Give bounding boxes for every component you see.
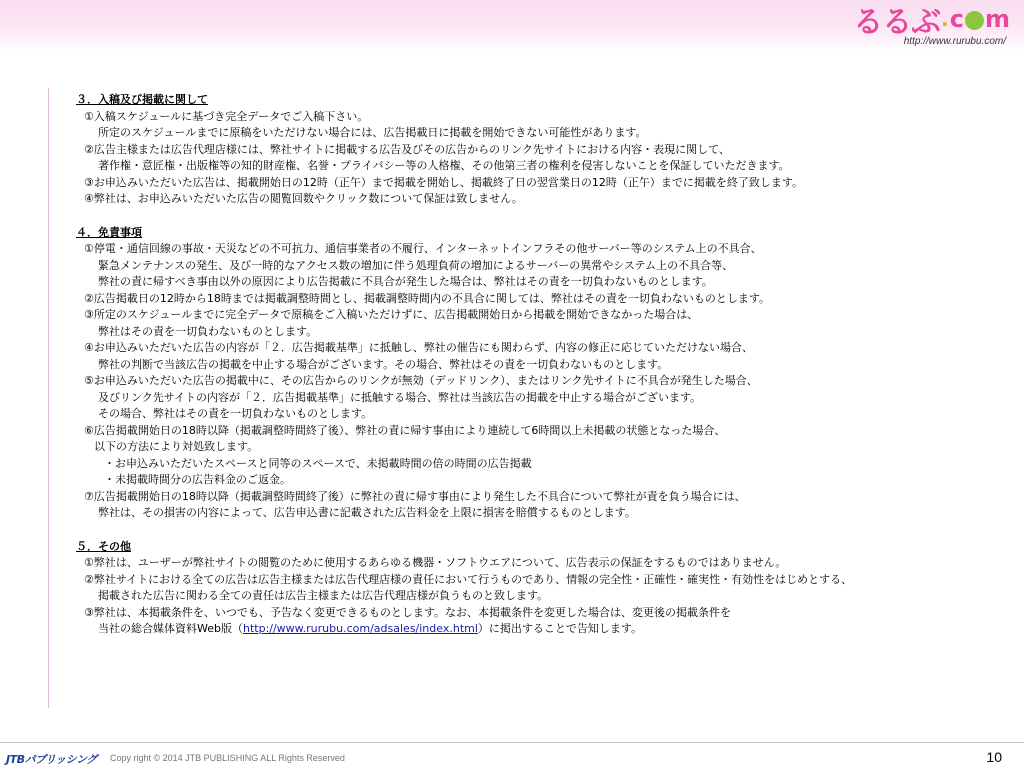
text-line: ③お申込みいただいた広告は、掲載開始日の12時（正午）まで掲載を開始し、掲載終了日の翌営業日の12時（正午）までに掲載を終了致します。: [84, 175, 803, 189]
copyright-text: Copy right © 2014 JTB PUBLISHING ALL Rights Reserved: [110, 753, 345, 763]
text-line-with-link: [76, 621, 976, 638]
text-line: ②広告掲載日の12時から18時までは掲載調整時間とし、掲載調整時間内の不具合に関しては、弊社はその責を一切負わないものとします。: [84, 291, 770, 305]
logo-dot: .: [941, 7, 949, 31]
text-line: ④弊社は、お申込みいただいた広告の閲覧回数やクリック数について保証は致しません。: [84, 192, 523, 205]
text-line: ⑥広告掲載開始日の18時以降（掲載調整時間終了後）、弊社の責に帰す事由により連続して6時間以上未掲載の状態となった場合、: [84, 423, 726, 437]
text-line: 著作権・意匠権・出版権等の知的財産権、名誉・プライバシー等の人格権、その他第三者の権利を侵害しないことを保証していただきます。: [98, 159, 790, 172]
text-line: ④お申込みいただいた広告の内容が「２．広告掲載基準」に抵触し、弊社の催告にも関わらず、内容の修正に応じていただけない場合、: [84, 341, 753, 354]
text-line: ③所定のスケジュールまでに完全データで原稿をご入稿いただけずに、広告掲載開始日から掲載を開始できなかった場合は、: [84, 308, 699, 321]
text-line: ②広告主様または広告代理店様には、弊社サイトに掲載する広告及びその広告からのリンク先サイトにおける内容・表現に関して、: [84, 142, 730, 156]
text-line: ①停電・通信回線の事故・天災などの不可抗力、通信事業者の不履行、インターネットインフラその他サーバー等のシステム上の不具合、: [84, 242, 762, 255]
spacer: [76, 522, 976, 539]
logo-com: [950, 5, 1010, 33]
text-line: ①入稿スケジュールに基づき完全データでご入稿下さい。: [84, 109, 369, 123]
text-line: ①弊社は、ユーザーが弊社サイトの閲覧のために使用するあらゆる機器・ソフトウエアについて、広告表示の保証をするものではありません。: [84, 556, 787, 569]
section-title-other: ５．その他: [76, 539, 131, 553]
logo-letter-m: m: [984, 5, 1010, 33]
section-title-submission: ３．入稿及び掲載に関して: [76, 93, 208, 106]
text-line: 緊急メンテナンスの発生、及び一時的なアクセス数の増加に伴う処理負荷の増加によるサーバーの異常やシステム上の不具合等、: [98, 258, 734, 272]
site-url: http://www.rurubu.com/: [903, 36, 1006, 47]
section-title-disclaimer: ４．免責事項: [76, 225, 142, 239]
text-line: 以下の方法により対処致します。: [94, 440, 259, 453]
text-line: 弊社はその責を一切負わないものとします。: [98, 324, 318, 338]
spacer: [76, 208, 976, 225]
text-line: 及びリンク先サイトの内容が「２．広告掲載基準」に抵触する場合、弊社は当該広告の掲載を中止する場合がございます。: [98, 390, 702, 404]
text-line: 所定のスケジュールまでに原稿をいただけない場合には、広告掲載日に掲載を開始できない可能性があります。: [98, 126, 647, 139]
text-line: ・未掲載時間分の広告料金のご返金。: [104, 473, 291, 486]
text-line: 弊社の責に帰すべき事由以外の原因により広告掲載に不具合が発生した場合は、弊社はその責を一切負わないものとします。: [98, 275, 713, 288]
text-line: ③弊社は、本掲載条件を、いつでも、予告なく変更できるものとします。なお、本掲載条件を変更した場合は、変更後の掲載条件を: [84, 605, 731, 619]
rurubu-logo[interactable]: [853, 2, 1010, 40]
text-line: その場合、弊社はその責を一切負わないものとします。: [98, 407, 373, 420]
logo-wordmark: るるぶ: [853, 5, 941, 40]
logo-o-icon: [965, 11, 984, 30]
jtb-publishing-logo: JTBパブリッシング: [6, 753, 97, 766]
text-line: 掲載された広告に関わる全ての責任は広告主様または広告代理店様が負うものと致します。: [98, 589, 549, 602]
text-line: ・お申込みいただいたスペースと同等のスペースで、未掲載時間の倍の時間の広告掲載: [104, 456, 532, 470]
adsales-link[interactable]: http://www.rurubu.com/adsales/index.html: [242, 622, 478, 635]
link-prefix: 当社の総合媒体資料Web版（: [98, 622, 243, 635]
text-line: ⑤お申込みいただいた広告の掲載中に、その広告からのリンクが無効（デッドリンク）、またはリンク先サイトに不具合が発生した場合、: [84, 374, 758, 387]
text-line: ②弊社サイトにおける全ての広告は広告主様または広告代理店様の責任において行うものであり、情報の完全性・正確性・確実性・有効性をはじめとする、: [84, 572, 853, 586]
text-line: ⑦広告掲載開始日の18時以降（掲載調整時間終了後）に弊社の責に帰す事由により発生した不具合について弊社が責を負う場合には、: [84, 489, 746, 503]
text-line: 弊社の判断で当該広告の掲載を中止する場合がございます。その場合、弊社はその責を一切負わないものとします。: [98, 357, 669, 371]
page-number: 10: [986, 749, 1002, 765]
terms-content: [76, 92, 976, 638]
link-suffix: ）に掲出することで告知します。: [477, 622, 643, 635]
footer-divider: [0, 742, 1024, 743]
text-line: 弊社は、その損害の内容によって、広告申込書に記載された広告料金を上限に損害を賠償するものとします。: [98, 506, 636, 519]
logo-letter-c: c: [949, 5, 964, 33]
